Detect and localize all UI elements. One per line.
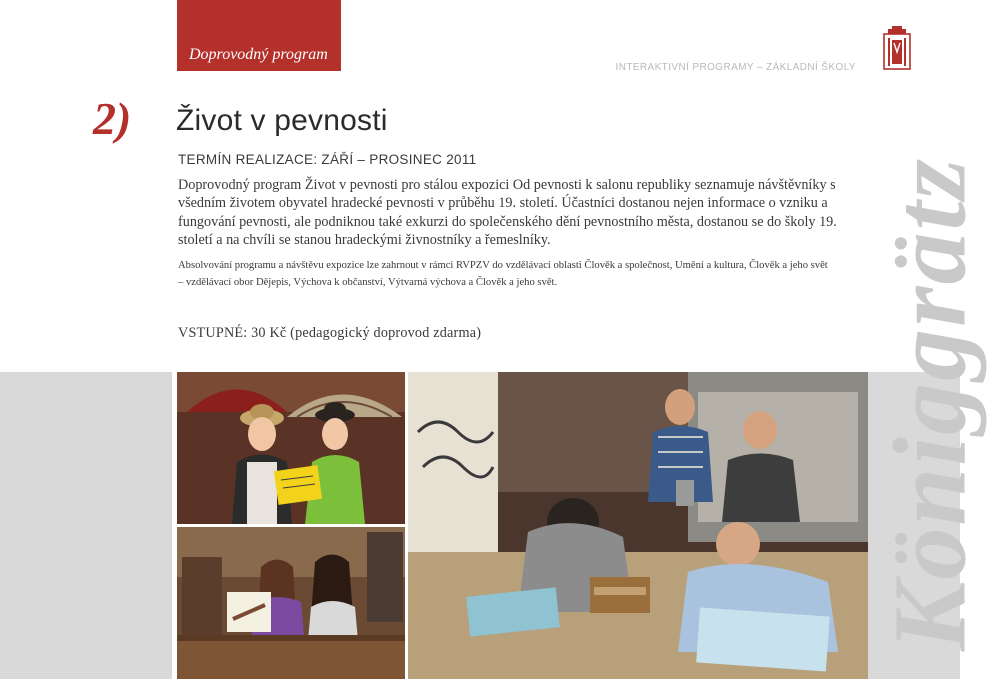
tab-label: Doprovodný program xyxy=(189,46,328,63)
photo-boys-writing xyxy=(408,372,868,679)
program-term: TERMÍN REALIZACE: ZÁŘÍ – PROSINEC 2011 xyxy=(178,152,477,167)
photo-girls-school-desk xyxy=(177,527,405,679)
rvp-note: Absolvování programu a návštěvu expozice lze zahrnout v rámci RVPZV do vzdělávací oblasti Člověk a společnost, Umění a kultura, Člověk a jeho svět – vzdělávací obor Dějepis, Výchova k občanství, Výtvarná výchova a Člověk a jeho svět. xyxy=(178,260,828,288)
watermark-text: Königgrätz xyxy=(872,157,988,651)
museum-logo-icon xyxy=(883,26,911,70)
grey-panel-left xyxy=(0,372,172,679)
program-number: 2) xyxy=(93,93,132,144)
header-tab xyxy=(177,0,341,71)
section-label: INTERAKTIVNÍ PROGRAMY – ZÁKLADNÍ ŠKOLY xyxy=(615,62,856,73)
photo-girls-umbrellas xyxy=(177,372,405,524)
entry-fee: VSTUPNÉ: 30 Kč (pedagogický doprovod zdarma) xyxy=(178,325,482,341)
program-title: Život v pevnosti xyxy=(176,104,388,137)
program-description: Doprovodný program Život v pevnosti pro stálou expozici Od pevnosti k salonu republiky seznamuje návštěvníky s všedním životem obyvatel hradecké pevnosti v průběhu 19. století. Účastníci dostanou nejen informace o vzniku a fungování pevnosti, ale podniknou také exkurzi do společenského dění pevnostního města, dostanou se do školy 19. století a na chvíli se stanou hradeckými živnostníky a řemeslníky. xyxy=(178,177,837,249)
